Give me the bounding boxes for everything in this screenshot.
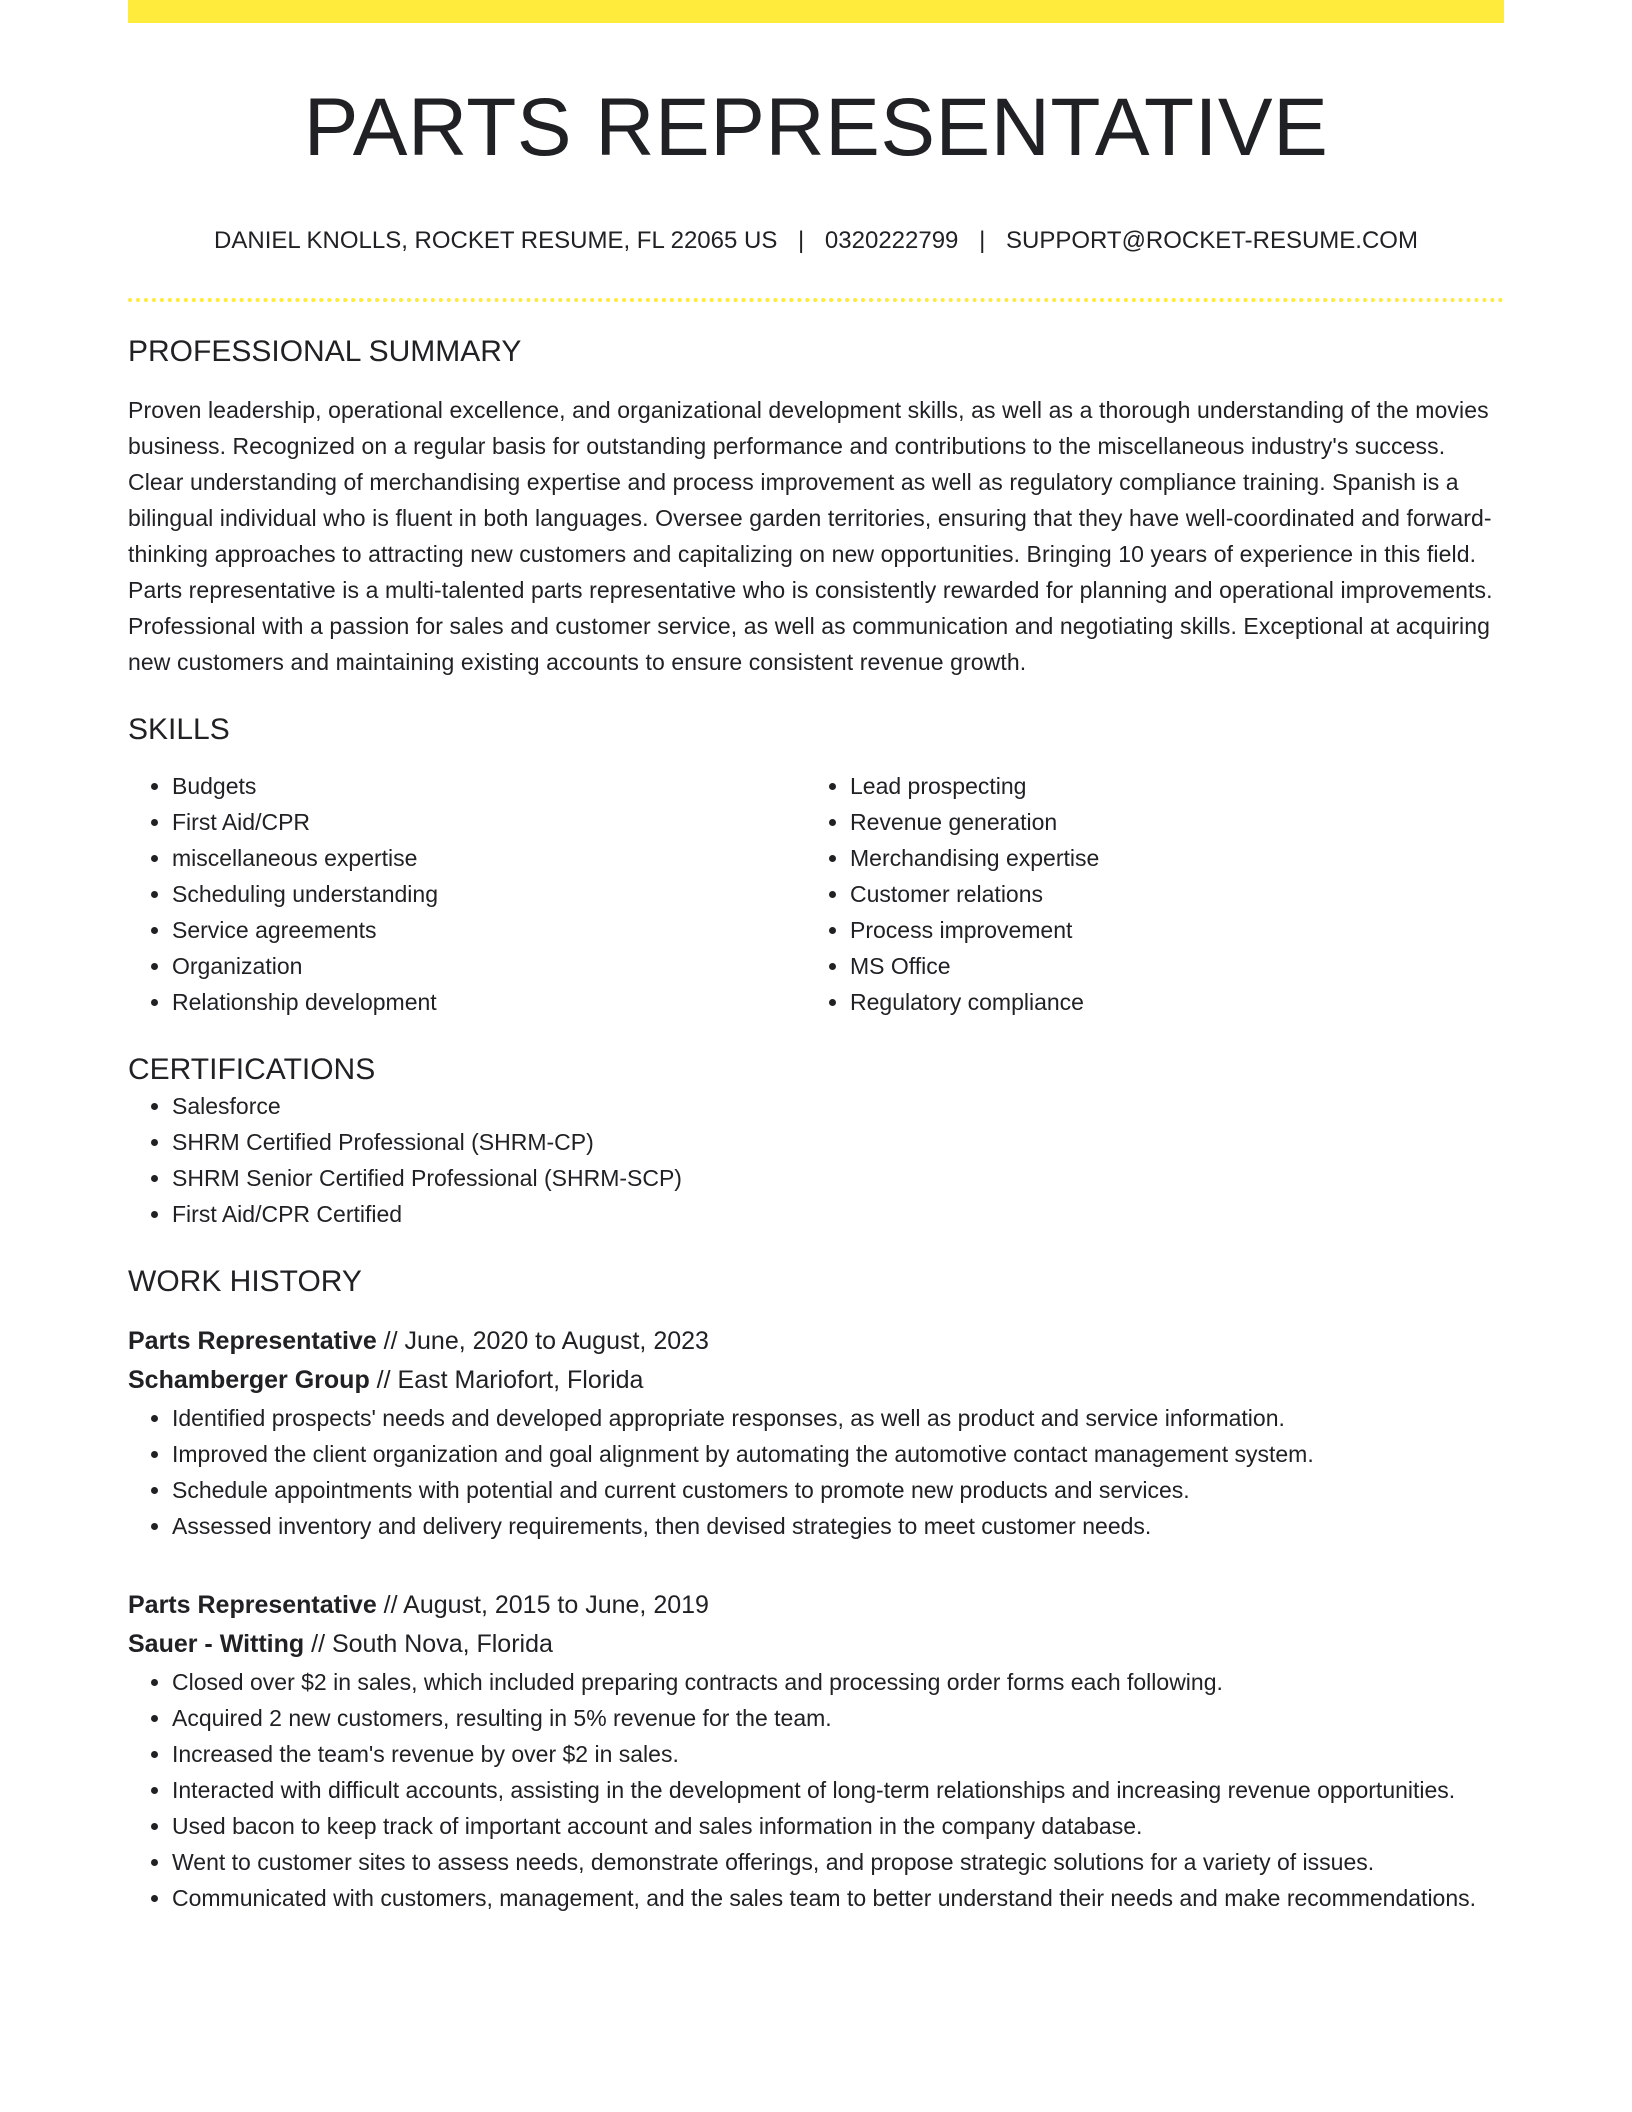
skill-item: • Revenue generation — [850, 804, 1484, 840]
job-bullet: • Schedule appointments with potential and current customers to promote new products and services. — [172, 1472, 1504, 1508]
job-entry — [128, 1586, 1504, 1916]
summary-text: Proven leadership, operational excellence, and organizational development skills, as well as a thorough understanding of the movies business. Recognized on a regular basis for outstanding performance and contributions to the miscellaneous industry's success. Clear understanding of merchandising expertise and process improvement as well as regulatory compliance training. Spanish is a bilingual individual who is fluent in both languages. Oversee garden territories, ensuring that they have well-coordinated and forward-thinking approaches to attracting new customers and capitalizing on new opportunities. Bringing 10 years of experience in this field. Parts representative is a multi-talented parts representative who is consistently rewarded for planning and operational improvements. Professional with a passion for sales and customer service, as well as communication and negotiating skills. Exceptional at acquiring new customers and maintaining existing accounts to ensure consistent revenue growth. — [128, 397, 1493, 676]
contact-phone: 0320222799 — [824, 227, 959, 255]
skills-column-left — [128, 768, 806, 1020]
job-bullets — [128, 1400, 1504, 1544]
certification-item: • First Aid/CPR Certified — [172, 1196, 1504, 1232]
skills-list-right — [806, 768, 1484, 1020]
job-bullet: • Identified prospects' needs and developed appropriate responses, as well as product and service information. — [172, 1400, 1504, 1436]
skill-item: • Budgets — [172, 768, 806, 804]
contact-separator: | — [798, 227, 805, 255]
certification-item: • Salesforce — [172, 1088, 1504, 1124]
job-bullet: • Assessed inventory and delivery requirements, then devised strategies to meet customer needs. — [172, 1508, 1504, 1544]
contact-separator: | — [979, 227, 986, 255]
skill-item: • Customer relations — [850, 876, 1484, 912]
work-history-heading: WORK HISTORY — [128, 1265, 362, 1299]
job-bullet: • Improved the client organization and goal alignment by automating the automotive contact management system. — [172, 1436, 1504, 1472]
contact-address: DANIEL KNOLLS, ROCKET RESUME, FL 22065 US — [214, 227, 778, 255]
job-location: // East Mariofort, Florida — [369, 1366, 644, 1395]
certification-item: • SHRM Certified Professional (SHRM-CP) — [172, 1124, 1504, 1160]
skill-item: • Regulatory compliance — [850, 984, 1484, 1020]
job-entry — [128, 1322, 1504, 1544]
certification-item: • SHRM Senior Certified Professional (SHRM-SCP) — [172, 1160, 1504, 1196]
job-dates: // August, 2015 to June, 2019 — [376, 1591, 709, 1620]
job-company-line — [128, 1625, 1504, 1664]
skill-item: • miscellaneous expertise — [172, 840, 806, 876]
job-bullets — [128, 1664, 1504, 1916]
skill-item: • Relationship development — [172, 984, 806, 1020]
job-header — [128, 1586, 1504, 1664]
job-company: Sauer - Witting — [128, 1630, 305, 1659]
skill-item: • Merchandising expertise — [850, 840, 1484, 876]
certifications-list — [128, 1088, 1504, 1232]
job-role: Parts Representative — [128, 1591, 377, 1620]
job-bullet: • Went to customer sites to assess needs, demonstrate offerings, and propose strategic solutions for a variety of issues. — [172, 1844, 1504, 1880]
job-bullet: • Closed over $2 in sales, which included preparing contracts and processing order forms each following. — [172, 1664, 1504, 1700]
skill-item: • First Aid/CPR — [172, 804, 806, 840]
contact-line — [128, 227, 1504, 256]
accent-bar — [128, 0, 1504, 23]
skills-heading: SKILLS — [128, 713, 230, 747]
skill-item: • Scheduling understanding — [172, 876, 806, 912]
summary-heading: PROFESSIONAL SUMMARY — [128, 335, 522, 369]
job-company-line — [128, 1361, 1504, 1400]
certifications-heading: CERTIFICATIONS — [128, 1053, 376, 1087]
dotted-divider — [128, 298, 1504, 302]
job-dates: // June, 2020 to August, 2023 — [376, 1327, 709, 1356]
skill-item: • Process improvement — [850, 912, 1484, 948]
skill-item: • Organization — [172, 948, 806, 984]
job-spacer — [128, 1544, 1504, 1564]
skills-list-left — [128, 768, 806, 1020]
page-title: PARTS REPRESENTATIVE — [303, 82, 1329, 173]
job-company: Schamberger Group — [128, 1366, 370, 1395]
contact-email: SUPPORT@ROCKET-RESUME.COM — [1005, 227, 1418, 255]
job-bullet: • Communicated with customers, management, and the sales team to better understand their needs and make recommendations. — [172, 1880, 1504, 1916]
skills-column-right — [806, 768, 1484, 1020]
job-role-line — [128, 1586, 1504, 1625]
resume-page — [128, 0, 1504, 1916]
job-bullet: • Acquired 2 new customers, resulting in 5% revenue for the team. — [172, 1700, 1504, 1736]
skill-item: • Lead prospecting — [850, 768, 1484, 804]
job-role: Parts Representative — [128, 1327, 377, 1356]
skill-item: • MS Office — [850, 948, 1484, 984]
job-bullet: • Increased the team's revenue by over $2 in sales. — [172, 1736, 1504, 1772]
skill-item: • Service agreements — [172, 912, 806, 948]
job-bullet: • Interacted with difficult accounts, assisting in the development of long-term relationships and increasing revenue opportunities. — [172, 1772, 1504, 1808]
job-location: // South Nova, Florida — [304, 1630, 553, 1659]
skills-grid — [128, 768, 1504, 1020]
job-header — [128, 1322, 1504, 1400]
job-role-line — [128, 1322, 1504, 1361]
job-bullet: • Used bacon to keep track of important account and sales information in the company database. — [172, 1808, 1504, 1844]
